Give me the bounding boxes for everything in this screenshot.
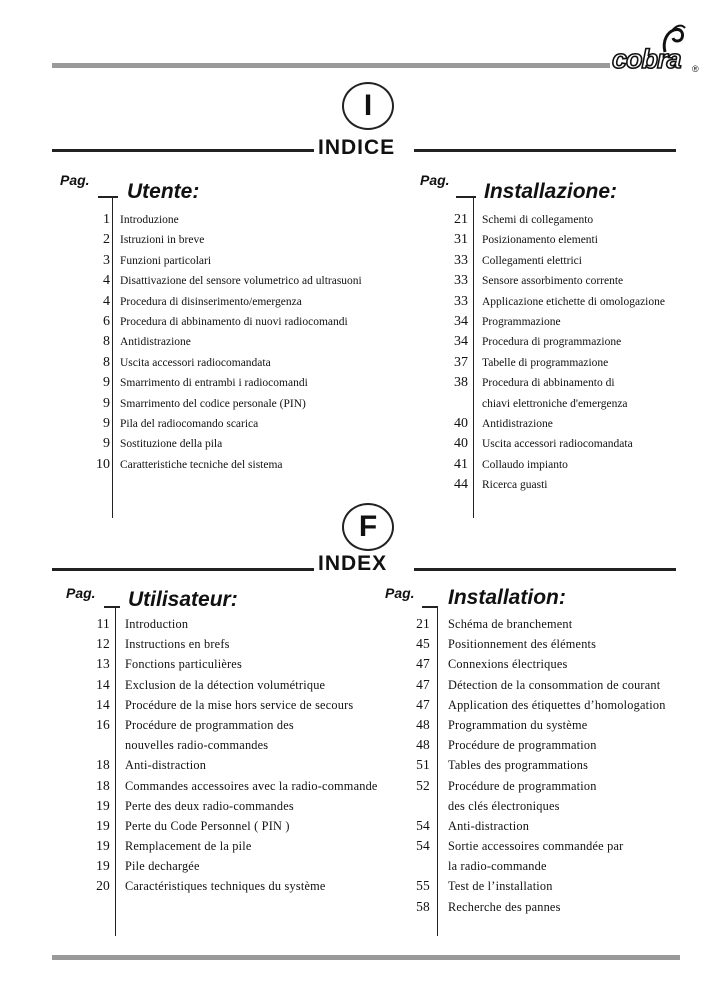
toc-entry-title: Funzioni particolari [120, 254, 212, 267]
toc-entry [78, 796, 398, 816]
toc-page-number: 2 [103, 232, 110, 248]
toc-entry-title: Test de l’installation [448, 879, 553, 894]
toc-entry-title: Fonctions particulières [125, 657, 242, 672]
toc-entry-title: Istruzioni in breve [120, 234, 205, 247]
toc-page-number: 33 [454, 252, 468, 268]
toc-page-number: 34 [454, 313, 468, 329]
toc-page-number: 1 [103, 212, 110, 227]
toc-list-installazione [430, 210, 690, 495]
toc-entry [78, 230, 418, 250]
toc-entry-title: Schéma de branchement [448, 617, 573, 631]
toc-entry-title: Procédure de programmation [448, 738, 597, 753]
toc-entry-title: Programmazione [482, 315, 561, 328]
section-letter-badge: I [342, 82, 394, 130]
toc-entry-title: Uscita accessori radiocomandata [120, 356, 271, 369]
toc-page-number: 48 [416, 716, 430, 732]
section-rule-left [52, 149, 314, 152]
toc-entry-title: Détection de la consommation de courant [448, 677, 661, 692]
toc-entry-title: Procedura di abbinamento di nuovi radiocomandi [120, 315, 348, 328]
toc-entry [430, 475, 690, 495]
toc-page-number: 21 [454, 212, 468, 227]
toc-entry [78, 312, 418, 332]
toc-entry-title: Perte du Code Personnel ( PIN ) [125, 818, 290, 833]
toc-page-number: 48 [416, 737, 430, 753]
toc-entry-title: Collaudo impianto [482, 458, 568, 471]
toc-entry-title: chiavi elettroniche d'emergenza [482, 397, 628, 410]
toc-entry [430, 292, 690, 312]
toc-page-number: 55 [416, 878, 430, 894]
toc-entry [430, 271, 690, 291]
toc-page-number: 4 [103, 273, 110, 289]
toc-entry-title: Recherche des pannes [448, 899, 561, 914]
toc-page-number: 8 [103, 334, 110, 350]
toc-entry-title: Connexions électriques [448, 657, 568, 672]
toc-entry-title: Pile dechargée [125, 859, 200, 874]
toc-entry [78, 836, 398, 856]
toc-entry [78, 292, 418, 312]
toc-page-number: 4 [103, 293, 110, 309]
toc-page-number: 19 [96, 838, 110, 854]
toc-entry [430, 210, 690, 230]
toc-entry-title: Exclusion de la détection volumétrique [125, 677, 326, 692]
toc-entry-title: Programmation du système [448, 717, 588, 732]
brand-logo-text: cobra [612, 44, 681, 74]
toc-entry [430, 230, 690, 250]
toc-entry-title: Commandes accessoires avec la radio-commande [125, 778, 378, 793]
toc-entry [78, 715, 398, 735]
section-rule-left [52, 568, 314, 571]
toc-page-number: 52 [416, 777, 430, 793]
bottom-rule [52, 955, 680, 960]
toc-entry [78, 614, 398, 634]
toc-entry [78, 876, 398, 896]
toc-entry [398, 897, 698, 917]
toc-entry [430, 373, 690, 393]
toc-page-number: 9 [103, 395, 110, 411]
toc-page-number: 9 [103, 415, 110, 431]
toc-entry [430, 332, 690, 352]
toc-page-number: 19 [96, 817, 110, 833]
toc-entry [78, 675, 398, 695]
toc-entry [398, 755, 698, 775]
toc-page-number: 31 [454, 232, 468, 248]
toc-entry [398, 614, 698, 634]
top-rule [52, 63, 610, 68]
toc-page-number: 54 [416, 838, 430, 854]
section-title: INDEX [318, 552, 388, 575]
section-rule-right [414, 568, 676, 571]
toc-entry [398, 634, 698, 654]
pag-label: Pag. [66, 585, 96, 601]
toc-entry-title: Instructions en brefs [125, 637, 230, 652]
column-heading: Utilisateur: [128, 588, 238, 611]
toc-entry [78, 654, 398, 674]
toc-entry-title: Tables des programmations [448, 758, 589, 773]
toc-entry [398, 836, 698, 856]
toc-entry-title: Procédure de la mise hors service de secours [125, 697, 354, 712]
toc-entry-title: Collegamenti elettrici [482, 254, 582, 267]
section-letter-badge: F [342, 503, 394, 551]
toc-entry-title: Antidistrazione [120, 336, 191, 349]
toc-page-number: 41 [454, 456, 468, 472]
toc-page-number: 47 [416, 676, 430, 692]
column-heading: Utente: [127, 180, 200, 203]
toc-entry-title: Smarrimento del codice personale (PIN) [120, 397, 306, 410]
toc-page-number: 33 [454, 273, 468, 289]
toc-entry [398, 675, 698, 695]
toc-entry [78, 251, 418, 271]
toc-entry-title: Sensore assorbimento corrente [482, 275, 624, 288]
toc-page-number: 18 [96, 757, 110, 773]
toc-page-number: 37 [454, 354, 468, 370]
toc-entry [430, 353, 690, 373]
toc-entry-title: Caractéristiques techniques du système [125, 879, 326, 894]
toc-entry-title: Procedura di disinserimento/emergenza [120, 295, 302, 308]
toc-entry-title: Caratteristiche tecniche del sistema [120, 458, 283, 471]
toc-entry [78, 755, 398, 775]
toc-list-installation [398, 614, 698, 917]
toc-entry-title: Pila del radiocomando scarica [120, 417, 259, 430]
toc-entry-title: Procedura di abbinamento di [482, 377, 615, 390]
toc-entry [398, 776, 698, 796]
toc-page-number: 34 [454, 334, 468, 350]
toc-entry-title: Perte des deux radio-commandes [125, 798, 294, 813]
toc-page-number: 40 [454, 415, 468, 431]
toc-list-utilisateur [78, 614, 398, 897]
toc-entry [78, 434, 418, 454]
toc-entry [398, 695, 698, 715]
heading-connector [98, 196, 118, 198]
toc-page-number: 19 [96, 858, 110, 874]
column-heading: Installazione: [484, 180, 618, 203]
toc-page-number: 47 [416, 656, 430, 672]
column-heading: Installation: [448, 586, 566, 609]
section-title: INDICE [318, 136, 396, 159]
pag-label: Pag. [385, 585, 415, 601]
toc-entry [78, 816, 398, 836]
toc-entry [430, 394, 690, 414]
toc-entry-title: Sortie accessoires commandée par [448, 839, 624, 854]
toc-entry-title: Application des étiquettes d’homologation [448, 697, 666, 712]
toc-entry [78, 735, 398, 755]
toc-entry [430, 251, 690, 271]
toc-entry [398, 876, 698, 896]
toc-page-number: 54 [416, 817, 430, 833]
toc-page-number: 20 [96, 878, 110, 894]
toc-entry-title: Applicazione etichette di omologazione [482, 295, 665, 308]
toc-entry [78, 353, 418, 373]
toc-entry-title: Posizionamento elementi [482, 234, 598, 247]
toc-page-number: 6 [103, 313, 110, 329]
toc-page-number: 8 [103, 354, 110, 370]
toc-entry-title: la radio-commande [448, 859, 547, 874]
toc-page-number: 44 [454, 477, 468, 493]
toc-page-number: 51 [416, 757, 430, 773]
toc-entry [430, 455, 690, 475]
toc-entry-title: Anti-distraction [125, 758, 207, 773]
toc-entry [398, 816, 698, 836]
toc-entry [78, 271, 418, 291]
toc-entry [78, 210, 418, 230]
toc-entry [398, 654, 698, 674]
toc-page-number: 12 [96, 636, 110, 652]
toc-entry-title: Anti-distraction [448, 818, 530, 833]
toc-entry [78, 394, 418, 414]
toc-entry-title: Procedura di programmazione [482, 336, 622, 349]
toc-page-number: 11 [96, 616, 110, 631]
toc-entry-title: Schemi di collegamento [482, 214, 594, 226]
toc-page-number: 3 [103, 252, 110, 268]
toc-entry [78, 455, 418, 475]
toc-page-number: 38 [454, 375, 468, 391]
toc-page-number: 14 [96, 676, 110, 692]
toc-entry [398, 856, 698, 876]
toc-entry-title: Ricerca guasti [482, 479, 548, 492]
pag-label: Pag. [60, 172, 90, 188]
toc-entry [78, 856, 398, 876]
toc-entry-title: Antidistrazione [482, 417, 553, 430]
registered-mark: ® [692, 64, 699, 74]
heading-connector [422, 606, 438, 608]
toc-entry [430, 414, 690, 434]
toc-entry [398, 735, 698, 755]
toc-entry-title: Procédure de programmation [448, 778, 597, 793]
toc-entry-title: Sostituzione della pila [120, 438, 223, 451]
toc-entry-title: Smarrimento di entrambi i radiocomandi [120, 377, 308, 390]
toc-entry-title: Remplacement de la pile [125, 839, 252, 854]
heading-connector [104, 606, 120, 608]
toc-page-number: 14 [96, 696, 110, 712]
toc-entry [430, 434, 690, 454]
toc-entry [398, 715, 698, 735]
toc-entry [78, 695, 398, 715]
toc-list-utente [78, 210, 418, 475]
toc-page-number: 33 [454, 293, 468, 309]
toc-entry-title: Introduction [125, 617, 189, 631]
toc-entry [78, 634, 398, 654]
toc-page-number: 19 [96, 797, 110, 813]
toc-page-number: 16 [96, 716, 110, 732]
toc-page-number: 13 [96, 656, 110, 672]
toc-page-number: 9 [103, 375, 110, 391]
toc-entry [78, 373, 418, 393]
toc-page-number: 45 [416, 636, 430, 652]
toc-entry [78, 414, 418, 434]
toc-page-number: 21 [416, 616, 430, 631]
toc-entry-title: Introduzione [120, 214, 179, 226]
pag-label: Pag. [420, 172, 450, 188]
toc-page-number: 9 [103, 436, 110, 452]
toc-page-number: 47 [416, 696, 430, 712]
toc-page-number: 18 [96, 777, 110, 793]
toc-entry-title: des clés électroniques [448, 798, 560, 813]
toc-page-number: 40 [454, 436, 468, 452]
toc-entry-title: Positionnement des éléments [448, 637, 597, 652]
toc-entry [78, 332, 418, 352]
toc-entry-title: Tabelle di programmazione [482, 356, 609, 369]
section-rule-right [414, 149, 676, 152]
toc-page-number: 10 [96, 456, 110, 472]
toc-entry-title: Procédure de programmation des [125, 717, 294, 732]
toc-entry-title: nouvelles radio-commandes [125, 738, 269, 753]
toc-entry [78, 776, 398, 796]
toc-page-number: 58 [416, 898, 430, 914]
toc-entry [398, 796, 698, 816]
toc-entry-title: Disattivazione del sensore volumetrico ad ultrasuoni [120, 275, 362, 288]
toc-entry-title: Uscita accessori radiocomandata [482, 438, 633, 451]
toc-entry [430, 312, 690, 332]
